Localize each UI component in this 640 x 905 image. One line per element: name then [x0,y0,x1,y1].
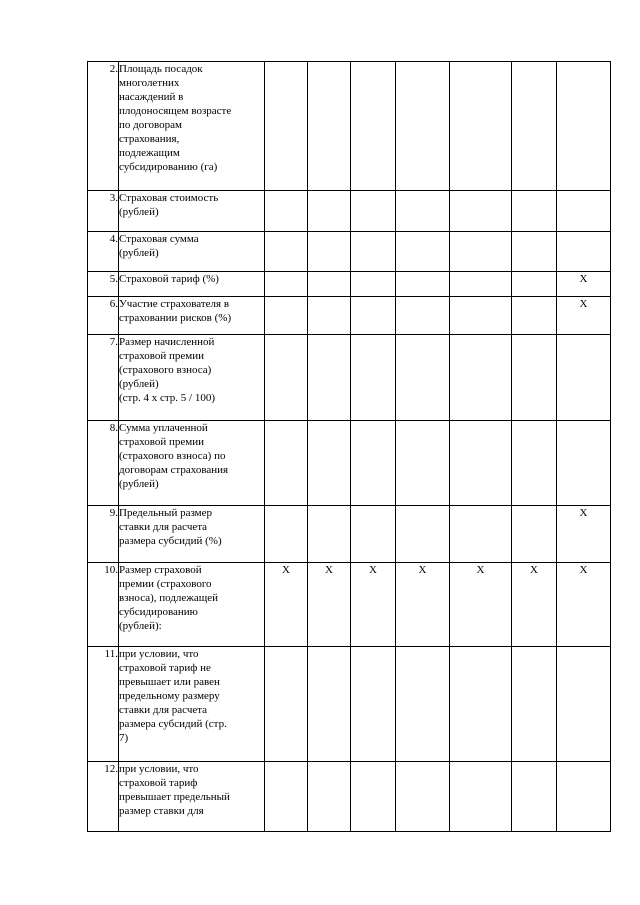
value-cell [308,62,351,191]
row-label: Участие страхователя в страховании рисков (%) [119,297,265,335]
value-cell [351,762,396,832]
value-cell [450,335,512,421]
value-cell [308,191,351,232]
row-label: Страховой тариф (%) [119,272,265,297]
value-cell [265,62,308,191]
row-number: 7. [88,335,119,421]
value-cell [450,191,512,232]
value-cell [351,506,396,563]
row-number: 9. [88,506,119,563]
value-cell [512,232,557,272]
table-row [88,232,611,272]
value-cell [308,762,351,832]
value-cell [265,297,308,335]
value-cell [512,297,557,335]
value-cell [512,62,557,191]
table-row [88,335,611,421]
row-label: Предельный размер ставки для расчета размера субсидий (%) [119,506,265,563]
row-number: 3. [88,191,119,232]
table-row [88,762,611,832]
row-label: при условии, что страховой тариф не превышает или равен предельному размеру ставки для расчета размера субсидий (стр. 7) [119,647,265,762]
value-cell [396,62,450,191]
row-number: 6. [88,297,119,335]
value-cell [396,506,450,563]
value-cell [396,272,450,297]
value-cell [450,62,512,191]
value-cell [557,421,611,506]
value-cell [450,762,512,832]
row-number: 10. [88,563,119,647]
value-cell [396,297,450,335]
row-number: 12. [88,762,119,832]
value-cell [557,191,611,232]
value-cell [450,647,512,762]
value-cell [450,272,512,297]
value-cell [351,272,396,297]
value-cell [308,232,351,272]
row-label: Страховая стоимость (рублей) [119,191,265,232]
table-row [88,647,611,762]
row-label: Площадь посадок многолетних насаждений в плодоносящем возрасте по договорам страхования, подлежащим субсидированию (га) [119,62,265,191]
value-cell [265,421,308,506]
value-cell [450,421,512,506]
value-cell: X [557,563,611,647]
value-cell [450,232,512,272]
value-cell [396,232,450,272]
value-cell: X [557,297,611,335]
row-label: при условии, что страховой тариф превышает предельный размер ставки для [119,762,265,832]
row-number: 11. [88,647,119,762]
row-label: Размер страховой премии (страхового взноса), подлежащей субсидированию (рублей): [119,563,265,647]
value-cell [512,191,557,232]
value-cell [308,297,351,335]
value-cell [557,647,611,762]
value-cell [557,762,611,832]
value-cell [396,421,450,506]
value-cell: X [557,272,611,297]
value-cell [512,506,557,563]
row-number: 8. [88,421,119,506]
value-cell: X [450,563,512,647]
row-number: 5. [88,272,119,297]
value-cell [308,421,351,506]
value-cell [308,506,351,563]
value-cell [351,335,396,421]
value-cell [308,335,351,421]
value-cell [512,335,557,421]
subsidy-calculation-table [87,61,611,832]
table-row [88,272,611,297]
value-cell [512,421,557,506]
table-row [88,191,611,232]
value-cell [351,232,396,272]
value-cell: X [557,506,611,563]
value-cell [396,191,450,232]
value-cell [265,232,308,272]
value-cell [450,506,512,563]
table-row [88,506,611,563]
value-cell [308,647,351,762]
table-row [88,563,611,647]
value-cell [396,647,450,762]
row-number: 2. [88,62,119,191]
value-cell [396,335,450,421]
value-cell [512,647,557,762]
value-cell [450,297,512,335]
value-cell [265,335,308,421]
value-cell: X [351,563,396,647]
table-row [88,62,611,191]
table-row [88,297,611,335]
table-row [88,421,611,506]
value-cell: X [512,563,557,647]
value-cell [265,506,308,563]
value-cell [351,297,396,335]
row-label: Страховая сумма (рублей) [119,232,265,272]
row-number: 4. [88,232,119,272]
value-cell: X [265,563,308,647]
value-cell [265,272,308,297]
value-cell [265,191,308,232]
value-cell [557,62,611,191]
value-cell [351,421,396,506]
value-cell [351,62,396,191]
value-cell [557,335,611,421]
value-cell: X [396,563,450,647]
value-cell [351,191,396,232]
value-cell [512,272,557,297]
value-cell [265,647,308,762]
value-cell: X [308,563,351,647]
value-cell [308,272,351,297]
row-label: Размер начисленной страховой премии (страхового взноса) (рублей) (стр. 4 x стр. 5 / 100) [119,335,265,421]
row-label: Сумма уплаченной страховой премии (страхового взноса) по договорам страхования (рублей) [119,421,265,506]
value-cell [396,762,450,832]
value-cell [557,232,611,272]
value-cell [265,762,308,832]
value-cell [351,647,396,762]
value-cell [512,762,557,832]
